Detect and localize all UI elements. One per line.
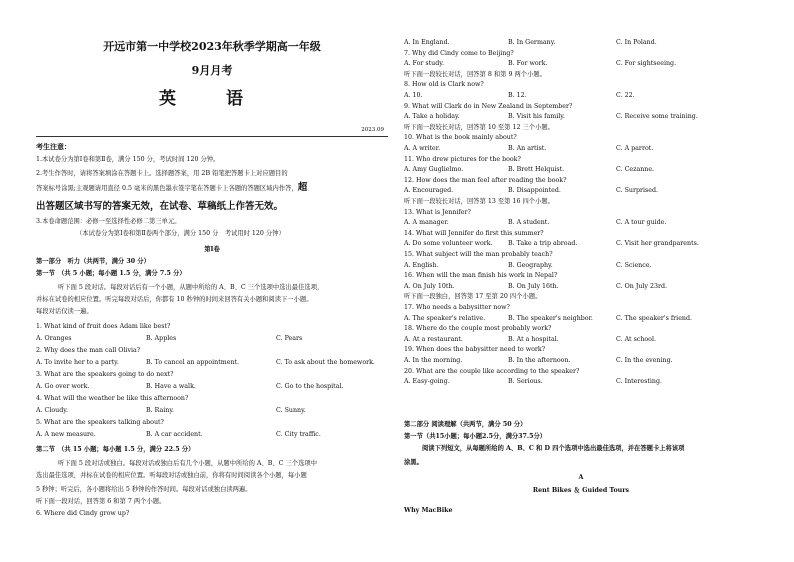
- option-a: A. To invite her to a party.: [36, 359, 119, 366]
- question-line: 19. When does the babysitter need to work?: [404, 346, 546, 354]
- reading-sec-one-title: 第一节（共15小题；每小题2.5分，满分37.5分）: [404, 433, 547, 440]
- option-a: A. On July 10th.: [404, 282, 455, 290]
- sec-one-title: 第一节 （共 5 小题；每小题 1.5 分，满分 7.5 分）: [36, 270, 186, 277]
- question-line: 18. Where do the couple most probably work?: [404, 325, 552, 333]
- option-c: C. Go to the hospital.: [276, 383, 344, 390]
- option-c: C. Science.: [616, 261, 652, 269]
- option-c: C. Sunny.: [276, 407, 306, 414]
- question-line: 11. Who drew pictures for the book?: [404, 155, 521, 163]
- option-b: B. At a hospital.: [508, 335, 559, 343]
- question-line: 听下面一段独白，回答第 17 至第 20 四个小题。: [404, 293, 542, 301]
- option-b: B. Visit his family.: [508, 113, 565, 121]
- option-c: C. Interesting.: [616, 378, 662, 386]
- volume-one: 第Ⅰ卷: [204, 246, 220, 253]
- option-a: A. Amy Guglielmo.: [404, 166, 464, 174]
- notice-item-3: [36, 184, 388, 193]
- question-line: 10. What is the book mainly about?: [404, 134, 517, 142]
- option-c: C. Receive some training.: [616, 113, 698, 121]
- option-c: C. On July 23rd.: [616, 282, 668, 290]
- notice-item-1: 1.本试卷分为第Ⅰ卷和第Ⅱ卷，满分 150 分，考试时间 120 分钟。: [36, 156, 220, 163]
- option-c: C. Cezanne.: [616, 166, 655, 174]
- part-two-title: 第二部分 阅读理解（共两节，满分 50 分）: [404, 421, 527, 428]
- option-c: C. Visit her grandparents.: [616, 240, 699, 248]
- passage-title: Rent Bikes ＆ Guided Tours: [532, 487, 630, 494]
- question-1: 1. What kind of fruit does Adam like best?: [36, 323, 171, 330]
- notice-item-5: 3.本卷命题范围：必修一至选择性必修二第三单元。: [36, 218, 181, 225]
- option-c: C. 22.: [616, 92, 635, 99]
- option-c: C. In the evening.: [616, 357, 673, 364]
- notice-heading: 考生注意：: [36, 142, 71, 151]
- question-line: 15. What subject will the man probably teach?: [404, 251, 553, 258]
- option-a: A. Oranges: [36, 335, 72, 342]
- question-line: 7. Why did Cindy come to Beijing?: [404, 49, 514, 57]
- option-a: A. Encouraged.: [404, 187, 454, 195]
- notice-item-4: 出答题区域书写的答案无效，在试卷、草稿纸上作答无效。: [36, 201, 284, 212]
- option-a: A. A new measure.: [36, 431, 96, 438]
- exam-date: 2023.09: [361, 127, 384, 133]
- option-b: B. For work.: [508, 60, 548, 68]
- option-a: A. In the morning.: [404, 357, 463, 364]
- option-b: B. A student.: [508, 219, 550, 227]
- question-line: 9. What will Clark do in New Zealand in September?: [404, 102, 573, 110]
- sec-two-title: 第二节 （共 15 小题；每小题 1.5 分，满分 22.5 分）: [36, 446, 195, 453]
- passage-subhead: Why MacBike: [404, 507, 453, 514]
- option-c: C. In Poland.: [616, 39, 657, 46]
- question-3: 3. What are the speakers going to do next?: [36, 371, 174, 378]
- exam-subject: 英 语: [159, 89, 265, 109]
- option-a: A. At a restaurant.: [404, 335, 463, 343]
- question-2: 2. Why does the man call Olivia?: [36, 347, 141, 354]
- option-b: B. 12.: [508, 92, 527, 99]
- question-line: 12. How does the man feel after reading the book?: [404, 176, 567, 184]
- option-c: C. A parrot.: [616, 145, 654, 152]
- question-line: 8. How old is Clark now?: [404, 81, 484, 89]
- option-b: B. Apples: [146, 335, 177, 342]
- sec-one-instr-1: 听下面 5 段对话。每段对话后有一个小题，从题中所给的 A、B、C 三个选项中选出最佳选项，: [58, 284, 324, 291]
- divider: [36, 136, 388, 137]
- right-column: [404, 0, 758, 562]
- option-b: B. Have a walk.: [146, 383, 196, 390]
- option-a: A. Go over work.: [36, 383, 90, 390]
- option-b: B. In the afternoon.: [508, 357, 571, 364]
- sec-two-instr-1: 听下面 5 段对话或独白。每段对话或独白后有几个小题，从题中所给的 A、B、C 三个选项中: [58, 460, 317, 467]
- option-c: C. At school.: [616, 335, 656, 343]
- option-b: B. On July 16th.: [508, 282, 559, 290]
- question-line: 17. Who needs a babysitter now?: [404, 304, 510, 311]
- option-c: C. The speaker's friend.: [616, 314, 693, 322]
- reading-instr-1: 阅读下列短文，从每题所给的 A、B、C 和 D 四个选项中选出最佳选项，并在答题卡上将该项: [422, 445, 685, 452]
- option-a: A. The speaker's relative.: [404, 314, 486, 322]
- option-a: A. A writer.: [404, 145, 441, 152]
- option-a: A. For study.: [404, 60, 444, 68]
- sec-one-instr-3: 每段对话仅读一遍。: [36, 308, 93, 315]
- question-line: 20. What are the couple like according to the speaker?: [404, 367, 580, 375]
- option-c: C. Surprised.: [616, 187, 659, 195]
- notice-item-3-text: 答案标号涂黑;主观题请用直径 0.5 毫米的黑色墨水签字笔在答题卡上各题的答题区域内作答，: [36, 185, 298, 192]
- option-a: A. Take a holiday.: [404, 113, 460, 121]
- sec-two-instr-3: 5 秒钟；听完后，各小题将给出 5 秒钟的作答时间。每段对话或独白读两遍。: [36, 486, 252, 493]
- option-c: C. To ask about the homework.: [276, 359, 375, 366]
- question-4: 4. What will the weather be like this afternoon?: [36, 395, 189, 402]
- question-line: 16. When will the man finish his work in Nepal?: [404, 272, 558, 280]
- option-b: B. In Germany.: [508, 39, 556, 46]
- option-b: B. A car accident.: [146, 431, 203, 438]
- sec-two-instr-4: 听下面一段对话，回答第 6 和第 7 两个小题。: [36, 498, 166, 505]
- option-c: C. For sightseeing.: [616, 60, 677, 68]
- option-c: C. City traffic.: [276, 431, 321, 438]
- left-column: [36, 0, 388, 562]
- question-line: 13. What is Jennifer?: [404, 208, 471, 216]
- sec-two-instr-2: 选出最佳选项，并标在试卷的相应位置。听每段对话或独白前，你将有时间阅读各个小题，每小题: [36, 472, 307, 479]
- option-b: B. An artist.: [508, 145, 547, 152]
- option-b: B. The speaker's neighbor.: [508, 314, 593, 322]
- option-b: B. Geography.: [508, 261, 553, 269]
- option-a: A. English.: [404, 261, 439, 269]
- option-a: A. In England.: [404, 39, 450, 46]
- option-b: B. Serious.: [508, 378, 543, 386]
- option-b: B. Brett Helquist.: [508, 166, 565, 174]
- option-c: C. Pears: [276, 335, 303, 342]
- question-line: 听下面一段较长对话，回答第 13 至第 16 四个小题。: [404, 198, 554, 205]
- question-6: 6. Where did Cindy grow up?: [36, 510, 130, 517]
- option-b: B. Disappointed.: [508, 187, 561, 195]
- option-a: A. A manager.: [404, 219, 449, 227]
- option-c: C. A tour guide.: [616, 219, 667, 227]
- option-a: A. Cloudy.: [36, 407, 68, 414]
- notice-item-2: 2.考生作答时，请将答案填涂在答题卡上。选择题答案，用 2B 铅笔把答题卡上对应题目的: [36, 170, 288, 177]
- question-line: 听下面一段较长对话，回答第 10 至第 12 三个小题。: [404, 123, 554, 131]
- option-b: B. Rainy.: [146, 407, 175, 414]
- option-a: A. Easy-going.: [404, 378, 450, 386]
- option-a: A. Do some volunteer work.: [404, 240, 493, 248]
- option-b: B. Take a trip abroad.: [508, 240, 578, 248]
- notice-emphasis-char: 超: [297, 182, 308, 193]
- question-line: 听下面一段较长对话，回答第 8 和第 9 两个小题。: [404, 70, 546, 78]
- passage-letter: A: [578, 474, 584, 481]
- notice-item-6: （本试卷分为第Ⅰ卷和第Ⅱ卷两个部分，满分 150 分 考试用时 120 分钟）: [76, 230, 285, 237]
- exam-title: 开远市第一中学校2023年秋季学期高一年级: [103, 40, 321, 53]
- question-line: 14. What will Jennifer do first this summer?: [404, 229, 544, 237]
- option-b: B. To cancel an appointment.: [146, 359, 240, 366]
- part-one-title: 第一部分 听力（共两节，满分 30 分）: [36, 258, 150, 265]
- exam-month: 9月月考: [191, 64, 233, 77]
- reading-instr-2: 涂黑。: [404, 459, 423, 466]
- question-5: 5. What are the speakers talking about?: [36, 419, 164, 426]
- sec-one-instr-2: 并标在试卷的相应位置。听完每段对话后，你都有 10 秒钟的时间来回答有关小题和阅读下一小题。: [36, 296, 313, 303]
- option-a: A. 10.: [404, 92, 423, 99]
